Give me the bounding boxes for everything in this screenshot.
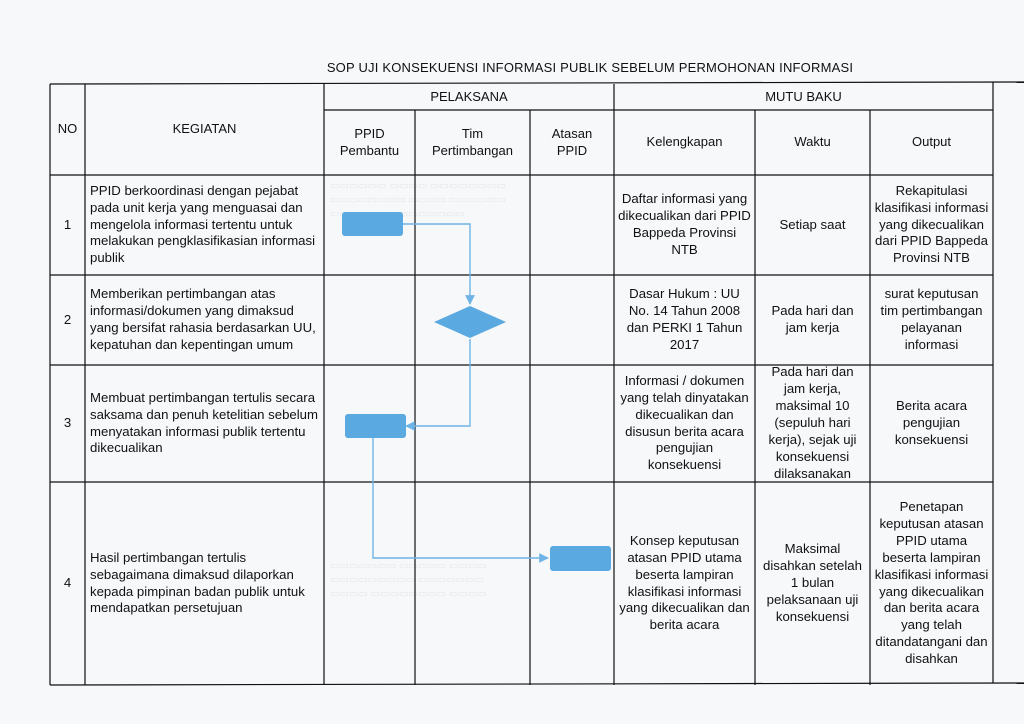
header-mutu-baku: MUTU BAKU bbox=[765, 88, 842, 104]
header-output: Output bbox=[911, 134, 952, 150]
row-4-kelengkapan: Konsep keputusan atasan PPID utama beserta lampiran klasifikasi informasi yang dikecualikan dan berita acara bbox=[619, 532, 750, 633]
row-3-output: Berita acara pengujian konsekuensi bbox=[894, 398, 969, 447]
row-4-waktu: Maksimal disahkan setelah 1 bulan pelaksanaan uji konsekuensi bbox=[763, 541, 862, 624]
document-title: SOP UJI KONSEKUENSI INFORMASI PUBLIK SEBELUM PERMOHONAN INFORMASI bbox=[326, 60, 854, 75]
row-4-output: Penetapan keputusan atasan PPID utama beserta lampiran klasifikasi informasi yang dikecualikan dan berita acara yang telah ditandatangani dan disahkan bbox=[874, 499, 989, 667]
header-pelaksana: PELAKSANA bbox=[430, 88, 508, 104]
bleed-through-text: ▭▭▭▭▭▭ ▭▭▭▭ ▭▭▭▭▭▭▭▭ ▭▭▭▭▭▭▭▭ ▭▭▭▭ ▭▭▭▭▭▭ ▭▭▭▭▭▭▭▭▭ bbox=[330, 181, 506, 220]
row-1-kelengkapan: Daftar informasi yang dikecualikan dari PPID Bappeda Provinsi NTB bbox=[618, 191, 751, 257]
row-1-no: 1 bbox=[63, 216, 72, 232]
row-1-waktu: Setiap saat bbox=[779, 216, 846, 232]
row-2-kelengkapan: Dasar Hukum : UU No. 14 Tahun 2008 dan PERKI 1 Tahun 2017 bbox=[626, 286, 743, 352]
row-4-no: 4 bbox=[63, 575, 72, 591]
row-2-kegiatan: Memberikan pertimbangan atas informasi/dokumen yang dimaksud yang bersifat rahasia berdasarkan UU, kepatuhan dan kepentingan umum bbox=[90, 286, 316, 352]
header-ppid-pembantu: PPID Pembantu bbox=[339, 125, 400, 158]
decision-diamond-tim-pertimbangan bbox=[434, 306, 506, 338]
header-no: NO bbox=[57, 121, 78, 137]
row-2-waktu: Pada hari dan jam kerja bbox=[771, 303, 854, 335]
header-atasan-ppid: Atasan PPID bbox=[551, 125, 593, 158]
header-waktu: Waktu bbox=[794, 134, 831, 150]
row-4-kegiatan: Hasil pertimbangan tertulis sebagaimana dimaksud dilaporkan kepada pimpinan badan publik untuk mendapatkan persetujuan bbox=[90, 549, 305, 616]
row-2-no: 2 bbox=[63, 311, 72, 327]
process-box-ppid-pembantu-3 bbox=[345, 414, 406, 438]
header-kegiatan: KEGIATAN bbox=[172, 121, 237, 137]
row-3-no: 3 bbox=[63, 415, 72, 431]
bleed-through-text-2: ▭▭▭▭▭▭▭ ▭▭▭▭▭ ▭▭▭▭ ▭▭▭▭▭▭▭▭▭ ▭▭▭▭▭▭▭ ▭▭▭▭ ▭▭▭▭▭▭▭▭ ▭▭▭▭ bbox=[330, 561, 487, 600]
header-kelengkapan: Kelengkapan bbox=[646, 134, 723, 150]
row-3-kegiatan: Membuat pertimbangan tertulis secara saksama dan penuh ketelitian sebelum menyatakan informasi publik tertentu dikecualikan bbox=[90, 389, 318, 456]
row-1-output: Rekapitulasi klasifikasi informasi yang dikecualikan dari PPID Bappeda Provinsi NTB bbox=[874, 182, 989, 266]
header-tim-pertimbangan: Tim Pertimbangan bbox=[432, 125, 513, 158]
process-box-ppid-pembantu-1 bbox=[342, 212, 403, 236]
process-box-atasan-ppid bbox=[550, 546, 611, 571]
row-3-kelengkapan: Informasi / dokumen yang telah dinyatakan dikecualikan dan disusun berita acara pengujian konsekuensi bbox=[620, 372, 749, 473]
row-2-output: surat keputusan tim pertimbangan pelayanan informasi bbox=[880, 286, 983, 352]
row-3-waktu: Pada hari dan jam kerja, maksimal 10 (sepuluh hari kerja), sejak uji konsekuensi dilaksanakan bbox=[768, 364, 857, 481]
row-1-kegiatan: PPID berkoordinasi dengan pejabat pada unit kerja yang menguasai dan mengelola informasi tertentu untuk melakukan pengklasifikasian informasi publik bbox=[90, 182, 316, 266]
